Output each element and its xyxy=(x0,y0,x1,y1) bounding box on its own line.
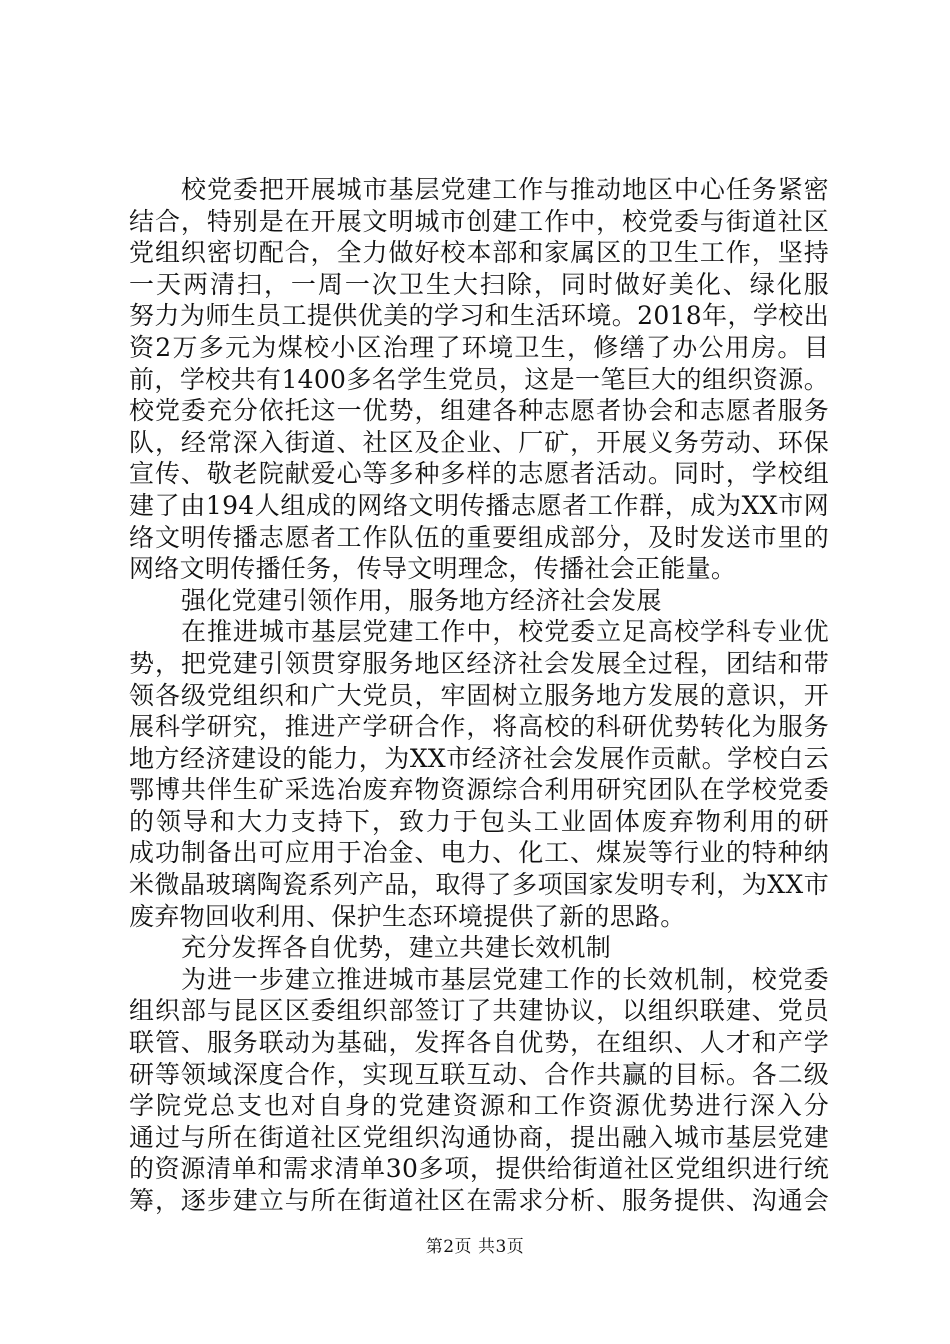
text-line: 宣传、敬老院献爱心等多种多样的志愿者活动。同时，学校组 xyxy=(129,459,829,489)
text-line: 学院党总支也对自身的党建资源和工作资源优势进行深入分 xyxy=(129,1091,829,1121)
text-line: 废弃物回收利用、保护生态环境提供了新的思路。 xyxy=(129,901,686,931)
text-line: 结合，特别是在开展文明城市创建工作中，校党委与街道社区 xyxy=(129,206,829,236)
page-number-footer: 第2页 共3页 xyxy=(425,1237,525,1257)
text-line: 势，把党建引领贯穿服务地区经济社会发展全过程，团结和带 xyxy=(129,648,829,678)
text-line: 的资源清单和需求清单30多项，提供给街道社区党组织进行统 xyxy=(129,1154,829,1184)
text-line: 米微晶玻璃陶瓷系列产品，取得了多项国家发明专利，为XX市 xyxy=(129,870,829,900)
section-heading: 充分发挥各自优势，建立共建长效机制 xyxy=(181,933,612,963)
section-heading: 强化党建引领作用，服务地方经济社会发展 xyxy=(181,585,662,615)
text-line: 党组织密切配合，全力做好校本部和家属区的卫生工作，坚持 xyxy=(129,238,829,268)
text-line: 队，经常深入街道、社区及企业、厂矿，开展义务劳动、环保 xyxy=(129,427,829,457)
text-line: 领各级党组织和广大党员，牢固树立服务地方发展的意识，开 xyxy=(129,680,829,710)
text-line: 在推进城市基层党建工作中，校党委立足高校学科专业优 xyxy=(181,617,829,647)
text-line: 为进一步建立推进城市基层党建工作的长效机制，校党委 xyxy=(181,964,829,994)
text-line: 地方经济建设的能力，为XX市经济社会发展作贡献。学校白云 xyxy=(129,743,829,773)
text-line: 一天两清扫，一周一次卫生大扫除，同时做好美化、绿化服 xyxy=(129,269,829,299)
text-line: 资2万多元为煤校小区治理了环境卫生，修缮了办公用房。目 xyxy=(129,332,829,362)
text-line: 组织部与昆区区委组织部签订了共建协议，以组织联建、党员 xyxy=(129,996,829,1026)
text-line: 通过与所在街道社区党组织沟通协商，提出融入城市基层党建 xyxy=(129,1122,829,1152)
text-line: 建了由194人组成的网络文明传播志愿者工作群，成为XX市网 xyxy=(129,490,829,520)
text-line: 鄂博共伴生矿采选冶废弃物资源综合利用研究团队在学校党委 xyxy=(129,775,829,805)
text-line: 前，学校共有1400多名学生党员，这是一笔巨大的组织资源。 xyxy=(129,364,829,394)
text-line: 的领导和大力支持下，致力于包头工业固体废弃物利用的研 xyxy=(129,806,829,836)
text-line: 网络文明传播任务，传导文明理念，传播社会正能量。 xyxy=(129,554,737,584)
text-line: 络文明传播志愿者工作队伍的重要组成部分，及时发送市里的 xyxy=(129,522,829,552)
text-line: 校党委充分依托这一优势，组建各种志愿者协会和志愿者服务 xyxy=(129,396,829,426)
text-line: 成功制备出可应用于冶金、电力、化工、煤炭等行业的特种纳 xyxy=(129,838,829,868)
text-line: 努力为师生员工提供优美的学习和生活环境。2018年，学校出 xyxy=(129,301,829,331)
text-line: 联管、服务联动为基础，发挥各自优势，在组织、人才和产学 xyxy=(129,1028,829,1058)
text-line: 展科学研究，推进产学研合作，将高校的科研优势转化为服务 xyxy=(129,712,829,742)
text-line: 筹，逐步建立与所在街道社区在需求分析、服务提供、沟通会 xyxy=(129,1186,829,1215)
document-body xyxy=(129,174,829,1217)
text-line: 研等领域深度合作，实现互联互动、合作共赢的目标。各二级 xyxy=(129,1059,829,1089)
text-line: 校党委把开展城市基层党建工作与推动地区中心任务紧密 xyxy=(181,175,829,204)
